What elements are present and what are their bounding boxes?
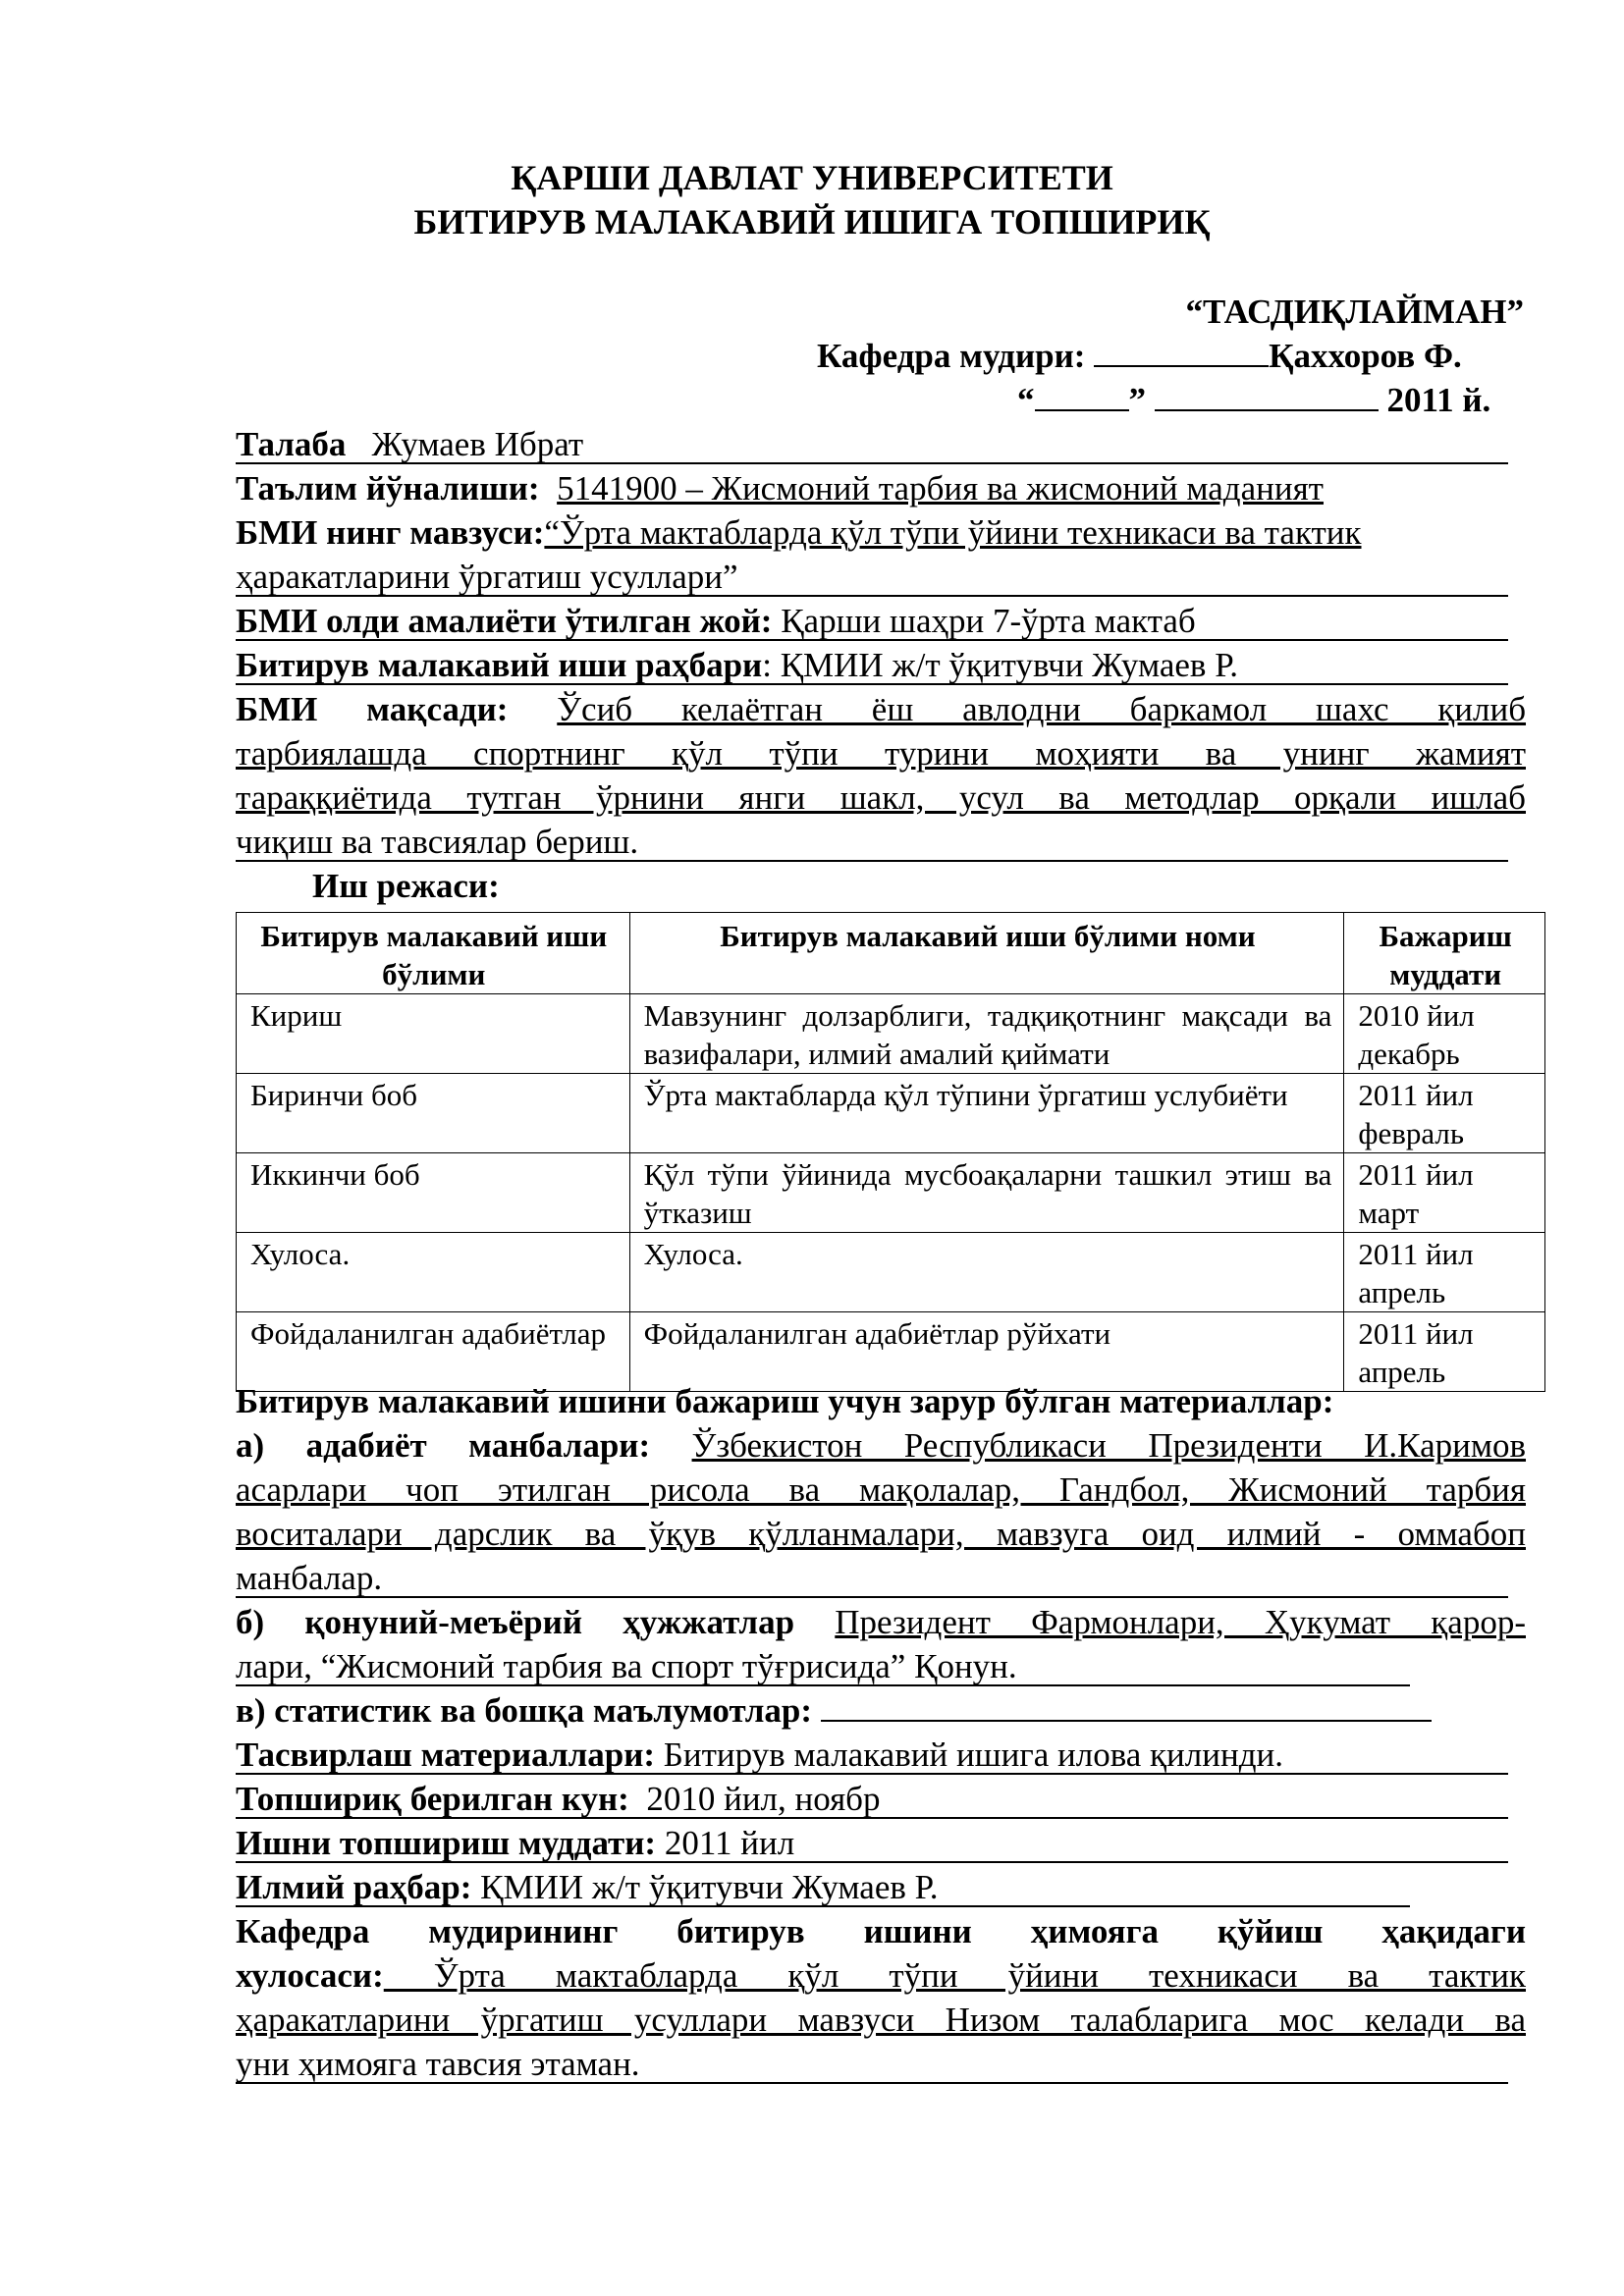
goal-line-2: тарбиялашда спортнинг қўл тўпи турини моҳияти ва унинг жамият [236,734,1526,773]
statistics-line [236,1689,1432,1733]
cell-section: Биринчи боб [237,1074,630,1153]
conclusion-line-3: ҳаракатларини ўргатиш усуллари мавзуси Низом талабларига мос келади ва [236,2001,1526,2039]
cell-deadline: 2011 йил апрель [1344,1312,1545,1392]
cell-deadline: 2010 йил декабрь [1344,994,1545,1074]
approval-stamp: “ТАСДИҚЛАЙМАН” [1185,293,1524,331]
goal-line-4 [236,821,1508,862]
topic-value-1: “Ўрта мактабларда қўл тўпи ўйини техникаси ва тактик [544,513,1362,552]
university-title: ҚАРШИ ДАВЛАТ УНИВЕРСИТЕТИ [511,158,1113,197]
literature-text-1: Ўзбекистон Республикаси Президенти И.Каримов [691,1426,1527,1465]
topic-line [236,511,1526,555]
plan-header-row [237,913,1545,994]
date-open-quote: “ [1017,381,1035,419]
table-row [237,1074,1545,1153]
day-blank [1035,380,1129,411]
conclusion-text-3: уни ҳимояга тавсия этаман. [236,2045,640,2083]
goal-line-1 [236,688,1526,731]
topic-line-2 [236,556,1508,597]
approval-year: 2011 й. [1386,381,1491,419]
cell-name: Хулоса. [629,1233,1344,1312]
goal-text-4: чиқиш ва тавсиялар бериш. [236,823,639,861]
cell-name: Мавзунинг долзарблиги, тадқиқотнинг мақсади ва вазифалари, илмий амалий қиймати [629,994,1344,1074]
conclusion-line-2 [236,1954,1526,1998]
approval-date-line [1017,379,1490,422]
legal-docs-line-2 [236,1645,1410,1686]
literature-line-2: асарлари чоп этилган рисола ва мақолалар, Гандбол, Жисмоний тарбия [236,1470,1526,1509]
conclusion-label-line-1: Кафедра мудирининг битирув ишини ҳимояга қўйиш ҳақидаги [236,1912,1526,1950]
cell-section: Фойдаланилган адабиётлар [237,1312,630,1392]
illustrations-value: Битирув малакавий ишига илова қилинди. [663,1735,1283,1774]
literature-line-3: воситалари дарслик ва ўқув қўлланмалари, мавзуга оид илмий - оммабоп [236,1515,1526,1553]
direction-label: Таълим йўналиши: [236,469,540,507]
conclusion-label-2: хулосаси: [236,1956,384,1995]
cell-section: Кириш [237,994,630,1074]
table-row [237,1153,1545,1233]
date-close-quote: ” [1128,381,1146,419]
advisor-label: Илмий раҳбар: [236,1868,472,1906]
student-value: Жумаев Ибрат [371,425,584,463]
supervisor-label: Битирув малакавий иши раҳбари [236,646,763,684]
topic-value-2: ҳаракатларини ўргатиш усуллари” [236,558,738,596]
direction-line [236,467,1324,510]
cell-deadline: 2011 йил март [1344,1153,1545,1233]
conclusion-line-4 [236,2043,1508,2084]
supervisor-value: : ҚМИИ ж/т ўқитувчи Жумаев Р. [762,646,1239,684]
assigned-date-line [236,1778,1508,1819]
legal-docs-line-1 [236,1601,1526,1644]
goal-label: БМИ мақсади: [236,690,509,728]
direction-value: 5141900 – Жисмоний тарбия ва жисмоний маданият [557,469,1324,507]
student-label: Талаба [236,425,347,463]
cell-deadline: 2011 йил апрель [1344,1233,1545,1312]
submission-deadline-line [236,1822,1508,1863]
literature-label: а) адабиёт манбалари: [236,1426,651,1465]
head-name: Қаххоров Ф. [1269,337,1462,375]
cell-name: Ўрта мактабларда қўл тўпини ўргатиш услубиёти [629,1074,1344,1153]
materials-heading: Битирув малакавий ишини бажариш учун зарур бўлган материаллар: [236,1382,1334,1420]
cell-name: Фойдаланилган адабиётлар рўйхати [629,1312,1344,1392]
illustrations-label: Тасвирлаш материаллари: [236,1735,656,1774]
column-header-deadline: Бажариш муддати [1344,913,1545,994]
illustrations-line [236,1734,1508,1775]
statistics-label: в) статистик ва бошқа маълумотлар: [236,1691,813,1730]
month-blank [1155,380,1379,411]
head-of-department-line [817,335,1462,378]
literature-line-4 [236,1557,1508,1598]
cell-deadline: 2011 йил февраль [1344,1074,1545,1153]
goal-text-1: Ўсиб келаётган ёш авлодни баркамол шахс қилиб [557,690,1527,728]
practice-label: БМИ олди амалиёти ўтилган жой: [236,602,773,640]
supervisor-line [236,644,1508,685]
column-header-name: Битирув малакавий иши бўлими номи [629,913,1344,994]
assigned-date-value: 2010 йил, ноябр [646,1780,881,1818]
literature-line-1 [236,1424,1526,1468]
plan-heading: Иш режаси: [312,867,500,905]
topic-label: БМИ нинг мавзуси: [236,513,545,552]
table-row [237,994,1545,1074]
legal-docs-label: б) қонуний-меъёрий ҳужжатлар [236,1603,795,1641]
signature-blank [1094,336,1269,367]
document-title: БИТИРУВ МАЛАКАВИЙ ИШИГА ТОПШИРИҚ [413,202,1211,241]
advisor-line [236,1866,1410,1907]
statistics-blank [821,1690,1432,1722]
cell-section: Хулоса. [237,1233,630,1312]
plan-table [236,912,1545,1392]
advisor-value: ҚМИИ ж/т ўқитувчи Жумаев Р. [480,1868,939,1906]
conclusion-text-1: Ўрта мактабларда қўл тўпи ўйини техникаси ва тактик [383,1956,1526,1995]
cell-name: Қўл тўпи ўйинида мусбоақаларни ташкил этиш ва ўтказиш [629,1153,1344,1233]
submission-deadline-value: 2011 йил [664,1824,795,1862]
student-line [236,423,1508,464]
column-header-section: Битирув малакавий иши бўлими [237,913,630,994]
head-label: Кафедра мудири: [817,337,1086,375]
assigned-date-label: Топшириқ берилган кун: [236,1780,629,1818]
practice-value: Қарши шаҳри 7-ўрта мактаб [781,602,1196,640]
legal-docs-text-1: Президент Фармонлари, Ҳукумат қарор- [835,1603,1526,1641]
literature-text-4: манбалар. [236,1559,383,1597]
practice-line [236,600,1508,641]
goal-line-3: тараққиётида тутган ўрнини янги шакл, усул ва методлар орқали ишлаб [236,778,1526,817]
cell-section: Иккинчи боб [237,1153,630,1233]
legal-docs-text-2: лари, “Жисмоний тарбия ва спорт тўғрисида” Қонун. [236,1647,1017,1685]
table-row [237,1233,1545,1312]
submission-deadline-label: Ишни топшириш муддати: [236,1824,657,1862]
